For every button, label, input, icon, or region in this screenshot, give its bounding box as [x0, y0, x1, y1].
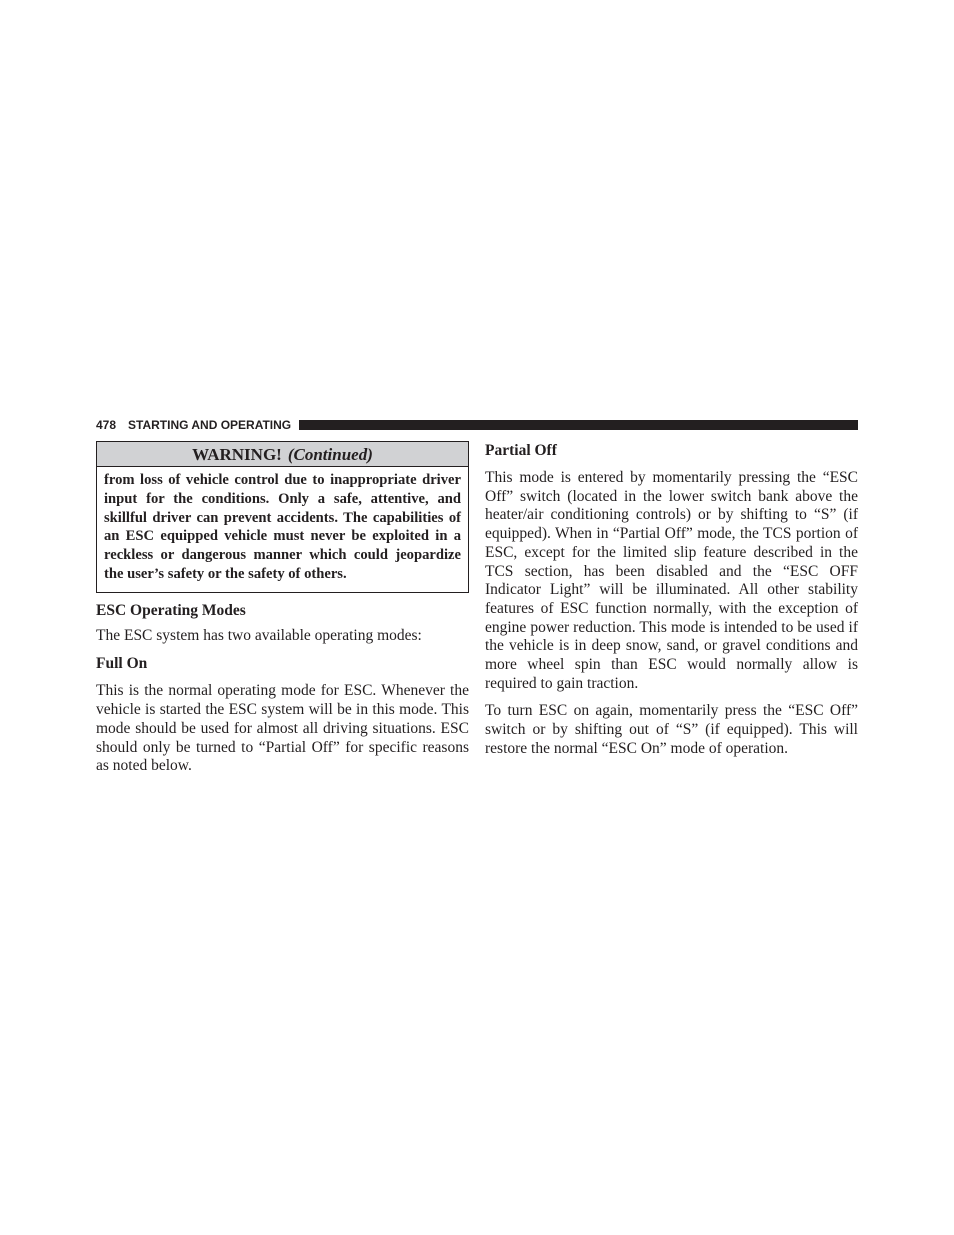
full-on-paragraph: This is the normal operating mode for ESC. Whenever the vehicle is started the ESC system will be in this mode. This mode should be used for almost all driving situations. ESC should only be turned to “Partial Off” for specific reasons as noted below.: [96, 682, 469, 775]
warning-title: [97, 442, 468, 467]
esc-operating-modes-heading: ESC Operating Modes: [96, 601, 246, 619]
header-rule: [299, 420, 858, 430]
page-number: 478: [96, 418, 117, 432]
section-title: STARTING AND OPERATING: [128, 418, 292, 432]
turn-esc-on-paragraph: To turn ESC on again, momentarily press the “ESC Off” switch or by shifting out of “S” (if equipped). This will restore the normal “ESC On” mode of operation.: [485, 702, 858, 757]
warning-box: [96, 441, 469, 593]
partial-off-paragraph: This mode is entered by momentarily pressing the “ESC Off” switch (located in the lower switch bank above the heater/air conditioning controls) or by shifting to “S” (if equipped). When in “Partial Off” mode, the TCS portion of ESC, except for the limited slip feature described in the TCS section, has been disabled and the “ESC OFF Indicator Light” will be illuminated. All other stability features of ESC function normally, with the exception of engine power reduction. This mode is intended to be used if the vehicle is in deep snow, sand, or gravel conditions and more wheel spin than ESC would normally allow is required to gain traction.: [485, 469, 858, 692]
page-header: [96, 417, 858, 433]
warning-text: from loss of vehicle control due to inappropriate driver input for the conditions. Only a safe, attentive, and skillful driver can prevent accidents. The capabilities of an ESC equipped vehicle must never be exploited in a reckless or dangerous manner which could jeopardize the user’s safety or the safety of others.: [104, 472, 461, 582]
operating-modes-paragraph: The ESC system has two available operating modes:: [96, 626, 422, 644]
warning-label: WARNING!: [192, 445, 282, 464]
right-column: [485, 441, 858, 759]
full-on-heading: Full On: [96, 655, 148, 673]
warning-continued: (Continued): [287, 445, 373, 464]
partial-off-heading: Partial Off: [485, 442, 557, 459]
left-column: [96, 441, 469, 776]
